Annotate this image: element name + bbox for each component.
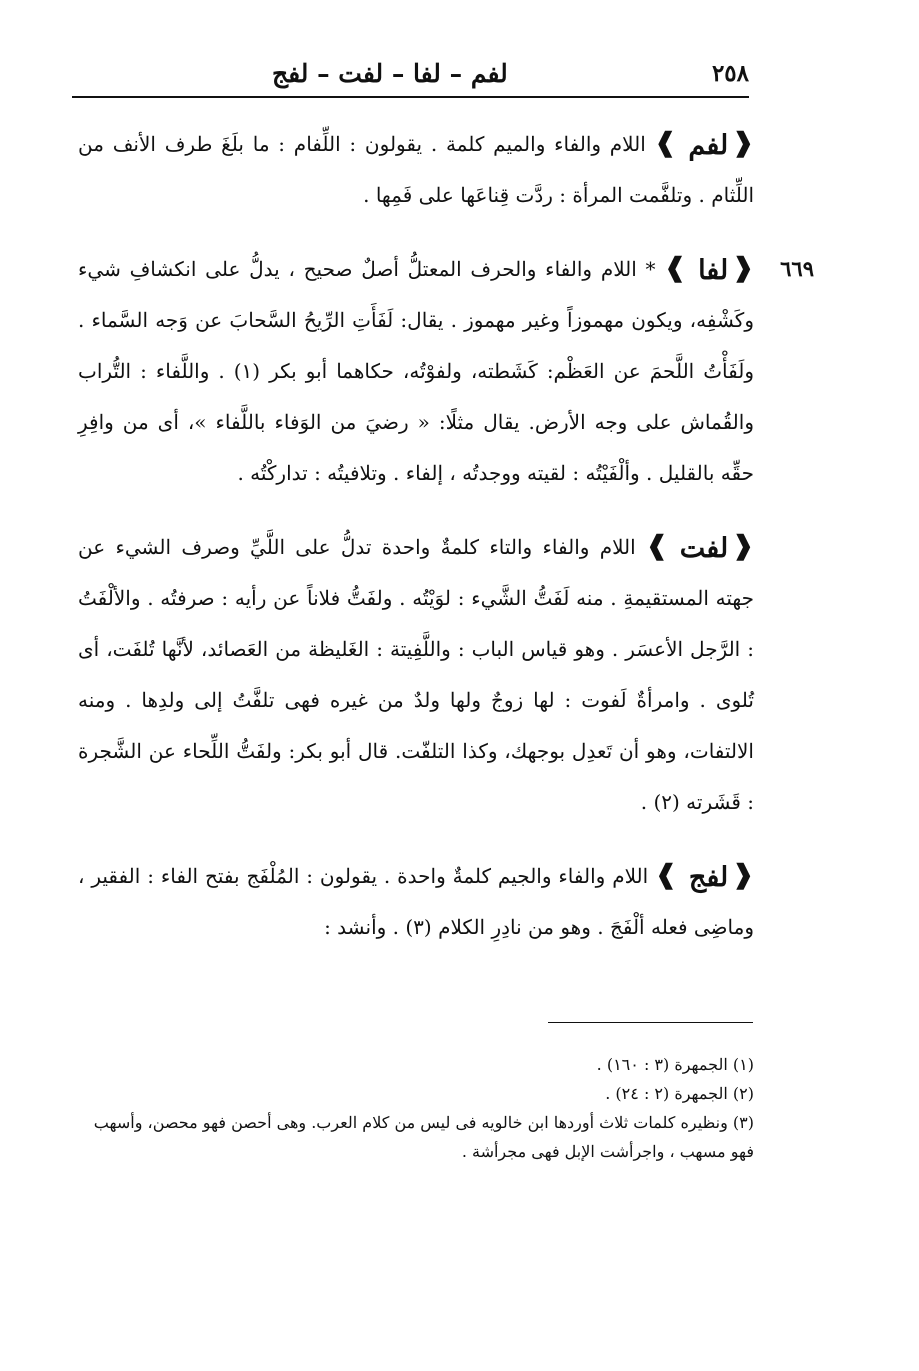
- entry-text: * اللام والفاء والحرف المعتلُّ أصلٌ صحيح ، يدلُّ على انكشافِ شيء وكَشْفِه، ويكون مهموزاً وغير مهموز . يقال: لَفَأَتِ الرِّيحُ السَّحابَ عن وَجه السَّماء . ولَفَأْتُ اللَّحمَ عن العَظْم: كَشَطته، ولفوْتُه، حكاهما أبو بكر (١) . واللَّفاء : التُّراب والقُماش على وجه الأرض. يقال مثلًا: « رضيَ من الوَفاء باللَّفاء »، أى من وافِرِ حقِّه بالقليل . وألْفَيْتُه : لقيته ووجدتُه ، إلفاء . وتلافيتُه : تداركْتُه .: [78, 257, 755, 485]
- open-bracket-icon: ❰: [732, 531, 754, 561]
- page-header: [72, 50, 749, 98]
- entry-lafam: [78, 118, 754, 221]
- page-number: ٢٥٨: [711, 59, 749, 87]
- entry-lafa: [78, 243, 814, 499]
- close-bracket-icon: ❱: [646, 531, 668, 561]
- close-bracket-icon: ❱: [664, 253, 687, 283]
- entry-text: اللام والفاء والجيم كلمةٌ واحدة . يقولون : المُلْفَج بفتح الفاء : الفقير ، وماضِى فعله ألْفَجَ . وهو من نادِرِ الكلام (٣) . وأنشد :: [78, 864, 754, 939]
- footnote: (١) الجمهرة (٣ : ١٦٠) .: [596, 1055, 754, 1074]
- open-bracket-icon: ❰: [732, 860, 755, 890]
- headword: لفم: [688, 129, 729, 161]
- headword: لفت: [679, 532, 729, 564]
- entry-lafaj: [78, 850, 754, 953]
- headword: لفا: [698, 254, 729, 286]
- footnote: (٣) ونظيره كلمات ثلاث أوردها ابن خالويه فى ليس من كلام العرب. وهى أحصن فهو محصن، وأسهب فهو مسهب ، واجرأشت الإبل فهى مجرأشة .: [93, 1113, 754, 1161]
- open-bracket-icon: ❰: [732, 253, 754, 283]
- headword: لفج: [688, 861, 729, 893]
- footnote: (٢) الجمهرة (٢ : ٢٤) .: [605, 1084, 754, 1103]
- footnote-separator: [548, 1022, 753, 1023]
- footnotes: [78, 1050, 754, 1166]
- entry-lafat: [78, 521, 754, 828]
- open-bracket-icon: ❰: [732, 128, 754, 158]
- entry-text: اللام والفاء والميم كلمة . يقولون : اللِّفام : ما بلَغَ طرف الأنف من اللِّثام . وتلفَّمت المرأة : ردَّت قِناعَها على فَمِها .: [78, 132, 754, 207]
- close-bracket-icon: ❱: [655, 860, 677, 890]
- entry-number-marker: ٦٦٩: [780, 256, 814, 281]
- running-title: لفم – لفا – لفت – لفج: [272, 58, 508, 88]
- dictionary-entries: [78, 118, 814, 975]
- entry-text: اللام والفاء والتاء كلمةٌ واحدة تدلُّ على اللَّيِّ وصرف الشيء عن جهته المستقيمةِ . منه لَفَتُّ الشَّيء : لوَيْتُه . ولفَتُّ فلاناً عن رأيه : صرفتُه . والألْفَتُ : الرَّجل الأعسَر . وهو قياس الباب : واللَّفِيتة : الغَليظة من العَصائد، لأنَّها تُلفَت، أى تُلوى . وامرأةٌ لَفوت : لها زوجٌ ولها ولدٌ من غيره فهى تلفَّتُ إلى ولدِها . ومنه الالتفات، وهو أن تَعدِل بوجهك، وكذا التلفّت. قال أبو بكر: ولفَتُّ اللِّحاء عن الشَّجرة : قَشَرته (٢) .: [78, 535, 754, 814]
- close-bracket-icon: ❱: [654, 128, 677, 158]
